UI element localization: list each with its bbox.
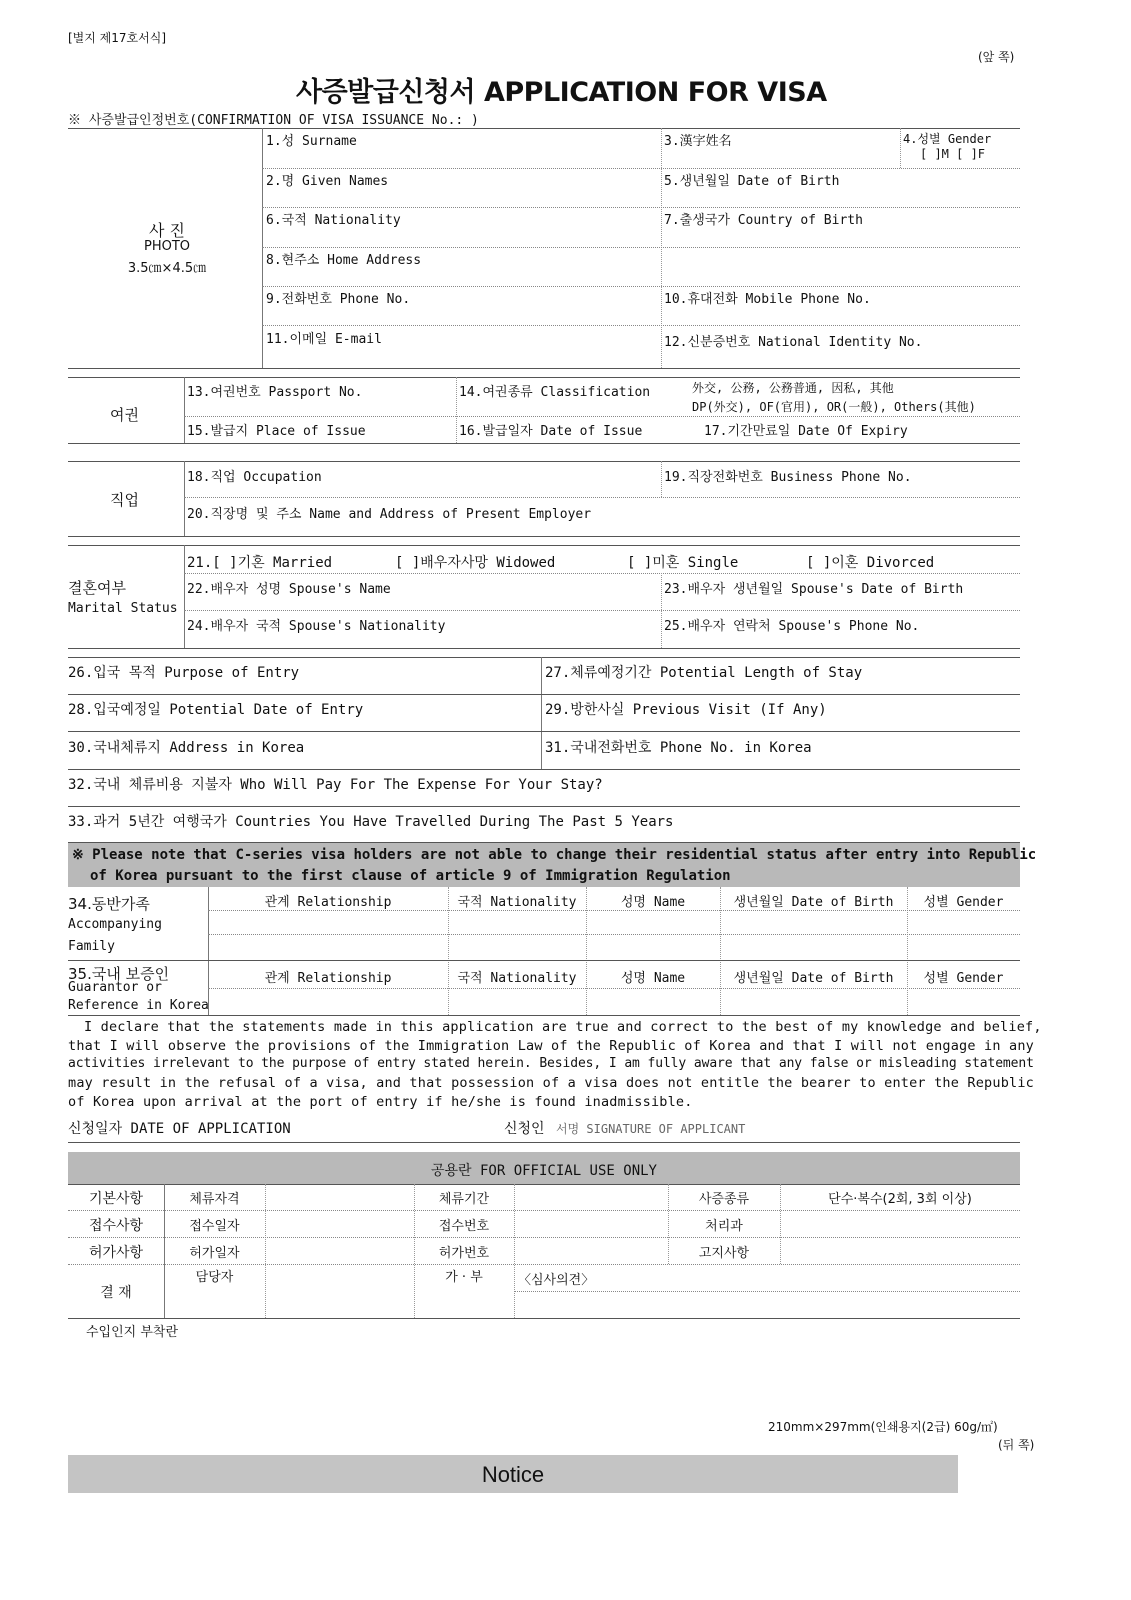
gender-checkbox[interactable]: [ ]M [ ]F [920,147,986,161]
receipt-number-label: 접수번호 [438,1219,490,1234]
nationality-field[interactable]: 6.국적 Nationality [266,213,401,228]
passport-number-field[interactable]: 13.여권번호 Passport No. [187,385,363,400]
status-of-stay-label: 체류자격 [189,1192,240,1207]
processing-dept-label: 처리과 [705,1219,743,1234]
family-col-name: 성명 Name [620,895,686,910]
divorced-checkbox[interactable]: [ ]이혼 Divorced [806,555,935,571]
approve-reject-option[interactable]: 가 · 부 [445,1270,483,1285]
family-row-2[interactable] [210,935,1018,959]
basic-info-label: 기본사항 [88,1191,144,1207]
declaration-line-2: that I will observe the provisions of the Immigration Law of the Republic of Korea and that I will not engage in any [68,1038,1035,1054]
country-of-birth-field[interactable]: 7.출생국가 Country of Birth [664,213,863,228]
permit-number-label: 허가번호 [438,1246,490,1261]
employer-field[interactable]: 20.직장명 및 주소 Name and Address of Present Employer [187,507,592,522]
approval-label: 결 재 [100,1285,132,1301]
family-col-gender: 성별 Gender [923,895,1004,910]
signature-label-kr: 신청인 [504,1121,545,1137]
place-of-issue-field[interactable]: 15.발급지 Place of Issue [187,424,366,439]
family-label-3: Family [68,939,115,954]
guarantor-col-relationship: 관계 Relationship [264,971,392,986]
visa-type-label: 사증종류 [698,1192,750,1207]
phone-field[interactable]: 9.전화번호 Phone No. [266,292,411,307]
purpose-of-entry-field[interactable]: 26.입국 목적 Purpose of Entry [68,665,300,681]
receipt-info-label: 접수사항 [88,1218,144,1234]
receipt-date-label: 접수일자 [189,1219,240,1234]
length-of-stay-field[interactable]: 27.체류예정기간 Potential Length of Stay [545,665,863,681]
notice-label: 고지사항 [698,1246,750,1261]
declaration-line-4: may result in the refusal of a visa, and that possession of a visa does not entitle the bearer to enter the Republic [68,1075,1035,1091]
passport-classification-label: 14.여권종류 Classification [459,385,651,400]
given-names-field[interactable]: 2.명 Given Names [266,174,389,189]
guarantor-label-2: Guarantor or [68,980,162,995]
permit-info-label: 허가사항 [88,1245,144,1261]
revenue-stamp-area: 수입인지 부착란 [86,1325,179,1340]
c-series-notice-line-2: of Korea pursuant to the first clause of article 9 of Immigration Regulation [90,868,731,884]
front-side-label: (앞 쪽) [978,50,1015,64]
form-code: [별지 제17호서식] [68,31,166,45]
notice-heading: Notice [481,1462,545,1487]
photo-size: 3.5㎝×4.5㎝ [127,261,207,276]
single-checkbox[interactable]: [ ]미혼 Single [627,555,739,571]
declaration-line-3: activities irrelevant to the purpose of entry stated herein. Besides, I am fully aware that any false or misleading statement [68,1056,1034,1071]
date-of-entry-field[interactable]: 28.입국예정일 Potential Date of Entry [68,702,364,718]
family-col-relationship: 관계 Relationship [264,895,392,910]
spouse-dob-field[interactable]: 23.배우자 생년월일 Spouse's Date of Birth [664,582,964,597]
occupation-section-label: 직업 [110,491,139,509]
family-label-2: Accompanying [68,917,162,932]
gender-label: 4.성별 Gender [903,132,992,146]
paper-spec: 210mm×297mm(인쇄용지(2급) 60g/㎡) [768,1420,998,1434]
guarantor-col-dob: 생년월일 Date of Birth [733,971,894,986]
expense-payer-field[interactable]: 32.국내 체류비용 지불자 Who Will Pay For The Expense For Your Stay? [68,777,603,793]
home-address-field[interactable]: 8.현주소 Home Address [266,253,422,268]
spouse-phone-field[interactable]: 25.배우자 연락처 Spouse's Phone No. [664,619,920,634]
phone-in-korea-field[interactable]: 31.국내전화번호 Phone No. in Korea [545,740,812,756]
declaration-line-1: I declare that the statements made in this application are true and correct to the best of my knowledge and belief, [84,1019,1042,1035]
mobile-phone-field[interactable]: 10.휴대전화 Mobile Phone No. [664,292,871,307]
guarantor-col-nationality: 국적 Nationality [457,971,577,986]
chinese-name-field[interactable]: 3.漢字姓名 [664,134,732,149]
marital-section-label-en: Marital Status [68,601,178,616]
married-checkbox[interactable]: 21.[ ]기혼 Married [187,555,333,571]
email-field[interactable]: 11.이메일 E-mail [266,332,382,347]
previous-visit-field[interactable]: 29.방한사실 Previous Visit (If Any) [545,702,827,718]
family-row-1[interactable] [210,911,1018,933]
back-side-label: (뒤 쪽) [998,1438,1035,1452]
guarantor-label-1: 35.국내 보증인 [68,965,170,983]
countries-travelled-field[interactable]: 33.과거 5년간 여행국가 Countries You Have Travelled During The Past 5 Years [68,814,674,830]
passport-class-options-2[interactable]: DP(外交), OF(官用), OR(一般), Others(其他) [692,400,976,414]
guarantor-col-name: 성명 Name [620,971,686,986]
application-date-field[interactable]: 신청일자 DATE OF APPLICATION [68,1121,291,1137]
spouse-name-field[interactable]: 22.배우자 성명 Spouse's Name [187,582,391,597]
officer-label: 담당자 [195,1270,234,1285]
signature-field[interactable]: 서명 SIGNATURE OF APPLICANT [556,1122,746,1136]
guarantor-label-3: Reference in Korea [68,998,209,1013]
occupation-field[interactable]: 18.직업 Occupation [187,470,322,485]
passport-class-options-1[interactable]: 外交, 公務, 公務普通, 因私, 其他 [692,381,894,395]
official-use-header: 공용란 FOR OFFICIAL USE ONLY [430,1163,657,1179]
review-opinion-label: 〈심사의견〉 [518,1273,595,1288]
spouse-nationality-field[interactable]: 24.배우자 국적 Spouse's Nationality [187,619,446,634]
family-col-dob: 생년월일 Date of Birth [733,895,894,910]
photo-label-en: PHOTO [143,239,191,254]
confirmation-number-field[interactable]: ※ 사증발급인정번호(CONFIRMATION OF VISA ISSUANCE No.: ) [68,113,479,128]
widowed-checkbox[interactable]: [ ]배우자사망 Widowed [395,555,556,571]
guarantor-col-gender: 성별 Gender [923,971,1004,986]
date-of-issue-field[interactable]: 16.발급일자 Date of Issue [459,424,643,439]
date-of-expiry-field[interactable]: 17.기간만료일 Date Of Expiry [704,424,908,439]
visa-type-options[interactable]: 단수·복수(2회, 3회 이상) [828,1192,972,1207]
photo-label-kr: 사 진 [149,221,185,240]
page-title: 사증발급신청서 APPLICATION FOR VISA [296,77,827,108]
guarantor-row-1[interactable] [210,989,1018,1013]
family-col-nationality: 국적 Nationality [457,895,577,910]
passport-section-label: 여권 [110,406,139,424]
permit-date-label: 허가일자 [189,1246,240,1261]
national-id-field[interactable]: 12.신분증번호 National Identity No. [664,335,923,350]
family-label-1: 34.동반가족 [68,895,150,913]
address-in-korea-field[interactable]: 30.국내체류지 Address in Korea [68,740,305,756]
business-phone-field[interactable]: 19.직장전화번호 Business Phone No. [664,470,912,485]
c-series-notice-line-1: ※ Please note that C-series visa holders are not able to change their residential status after entry into Republic [72,847,1037,863]
date-of-birth-field[interactable]: 5.생년월일 Date of Birth [664,174,840,189]
declaration-line-5: of Korea upon arrival at the port of entry if he/she is found inadmissible. [68,1094,693,1110]
period-of-stay-label: 체류기간 [438,1192,490,1207]
surname-field[interactable]: 1.성 Surname [266,134,357,149]
marital-section-label-kr: 결혼여부 [68,579,126,597]
